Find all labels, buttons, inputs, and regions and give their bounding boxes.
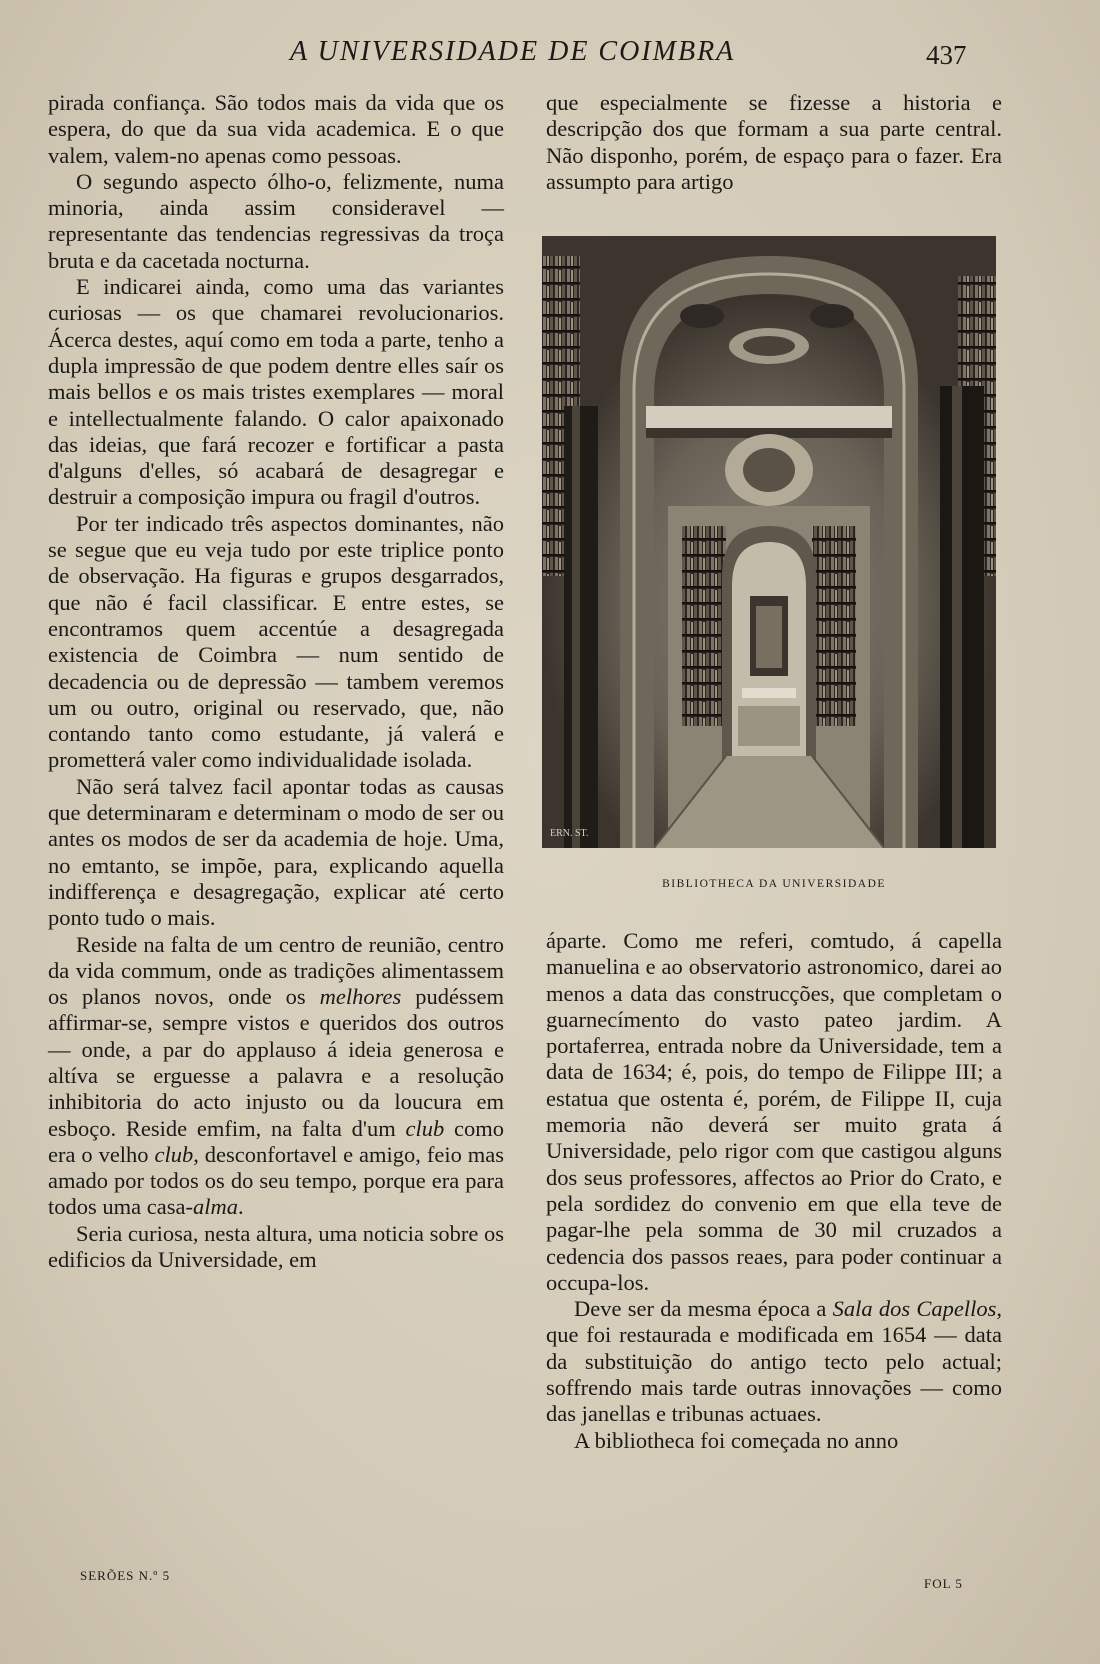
paragraph	[48, 274, 504, 511]
paragraph	[546, 1296, 1002, 1427]
text-run: Reside na falta de um centro de reunião, centro da vida commum, onde as tradições alimentassem os planos novos, onde os	[48, 931, 504, 1010]
paragraph	[48, 1221, 504, 1274]
text-run: como era o velho	[48, 1115, 504, 1167]
folio-mark: FOL 5	[924, 1576, 963, 1591]
running-head	[0, 36, 1100, 76]
text-run: Seria curiosa, nesta altura, uma noticia sobre os edificios da Universidade, em	[48, 1220, 504, 1273]
text-run: pirada confiança. São todos mais da vida que os espera, do que da sua vida academica. E o que valem, valem-no apenas como pessoas.	[48, 90, 504, 168]
library-engraving	[542, 236, 996, 848]
text-run: .	[237, 1194, 244, 1220]
right-column-top	[546, 90, 1002, 195]
italic-text: Sala dos Capellos	[832, 1296, 997, 1322]
text-run: , que foi restaurada e modificada em 1654 — data da substituição do antigo tecto pelo actual; soffrendo mais tarde outras innovações — como das janellas e tribunas actuaes.	[546, 1296, 1003, 1427]
text-run: Deve ser da mesma época a	[574, 1296, 833, 1322]
running-title: A UNIVERSIDADE DE COIMBRA	[290, 36, 736, 67]
text-run: áparte. Como me referi, comtudo, á capella manuelina e ao observatorio astronomico, darei ao menos a data das construcções, que completam o guarnecímento do vasto pateo jardim. A portaferrea, entrada nobre da Universidade, tem a data de 1634; é, pois, do tempo de Filippe III; a estatua que ostenta é, porém, de Filippe II, cuja memoria não deverá ser muito grata á Universidade, pelo rigor com que castigou alguns dos seus professores, affectos ao Prior do Crato, e pela sordidez do convenio em que ella teve de pagar-lhe pela somma de 30 mil cruzados a cedencia dos passos reaes, para poder continuar a occupa-los.	[546, 928, 1002, 1295]
left-column	[48, 90, 504, 1273]
text-run: , desconfortavel e amigo, feio mas amado por todos os do seu tempo, porque era para todos uma casa-	[48, 1141, 504, 1220]
paragraph	[546, 90, 1002, 195]
text-run: que especialmente se fizesse a historia e descripção dos que formam a sua parte central. Não disponho, porém, de espaço para o fazer. Era assumpto para artigo	[546, 90, 1002, 194]
figure-caption: BIBLIOTHECA DA UNIVERSIDADE	[662, 878, 886, 890]
paragraph	[48, 511, 504, 774]
text-run: Não será talvez facil apontar todas as causas que determinaram e determinam o modo de ser ou antes os modos de ser da academia de hoje. Uma, no emtanto, se impõe, para, explicando aquella indifferença e desagregação, explicar até certo ponto tudo o mais.	[48, 773, 504, 931]
paragraph	[546, 928, 1002, 1296]
text-run: E indicarei ainda, como uma das variantes curiosas — os que chamarei revolucionarios. Ácerca destes, aquí como em toda a parte, tenho a dupla impressão de que podem dentre elles saír os mais bellos e os mais tristes exemplares — moral e intellectualmente falando. O calor apaixonado das ideias, que fará recozer e fortificar a pasta d'alguns d'elles, só acabará de desagregar e destruir a composição impura ou fragil d'outros.	[48, 274, 504, 510]
paragraph	[48, 932, 504, 1221]
italic-text: club	[154, 1141, 194, 1167]
text-run: Por ter indicado três aspectos dominantes, não se segue que eu veja tudo por este triplice ponto de observação. Ha figuras e grupos desgarrados, que não é facil classificar. E entre estes, se encontramos quem accentúe a desagregada existencia de Coimbra — num sentido de decadencia ou de depressão — tambem veremos um ou outro, original ou reservado, que, não contando tanto como estudante, já valerá e prometterá valer como individualidade isolada.	[48, 510, 504, 773]
paragraph	[48, 774, 504, 932]
paragraph	[48, 90, 504, 169]
italic-text: alma	[192, 1194, 238, 1220]
signature-mark: SERÕES N.º 5	[80, 1568, 171, 1583]
text-run: A bibliotheca foi começada no anno	[574, 1427, 899, 1453]
engraver-signature: ERN. ST.	[550, 828, 589, 839]
right-column-bottom	[546, 928, 1002, 1454]
paragraph	[48, 169, 504, 274]
paragraph	[546, 1428, 1002, 1454]
page-number: 437	[926, 40, 967, 70]
text-run: O segundo aspecto ólho-o, felizmente, numa minoria, ainda assim consideravel — representante das tendencias regressivas da troça bruta e da cacetada nocturna.	[48, 168, 504, 273]
italic-text: melhores	[319, 984, 402, 1010]
text-run: pudéssem affirmar-se, sempre vistos e queridos dos outros — onde, a par do applauso á ideia generosa e altíva se erguesse a palavra e a resolução inhibitoria do acto injusto ou da loucura em esboço. Reside emfim, na falta d'um	[48, 984, 504, 1141]
italic-text: club	[405, 1115, 445, 1141]
